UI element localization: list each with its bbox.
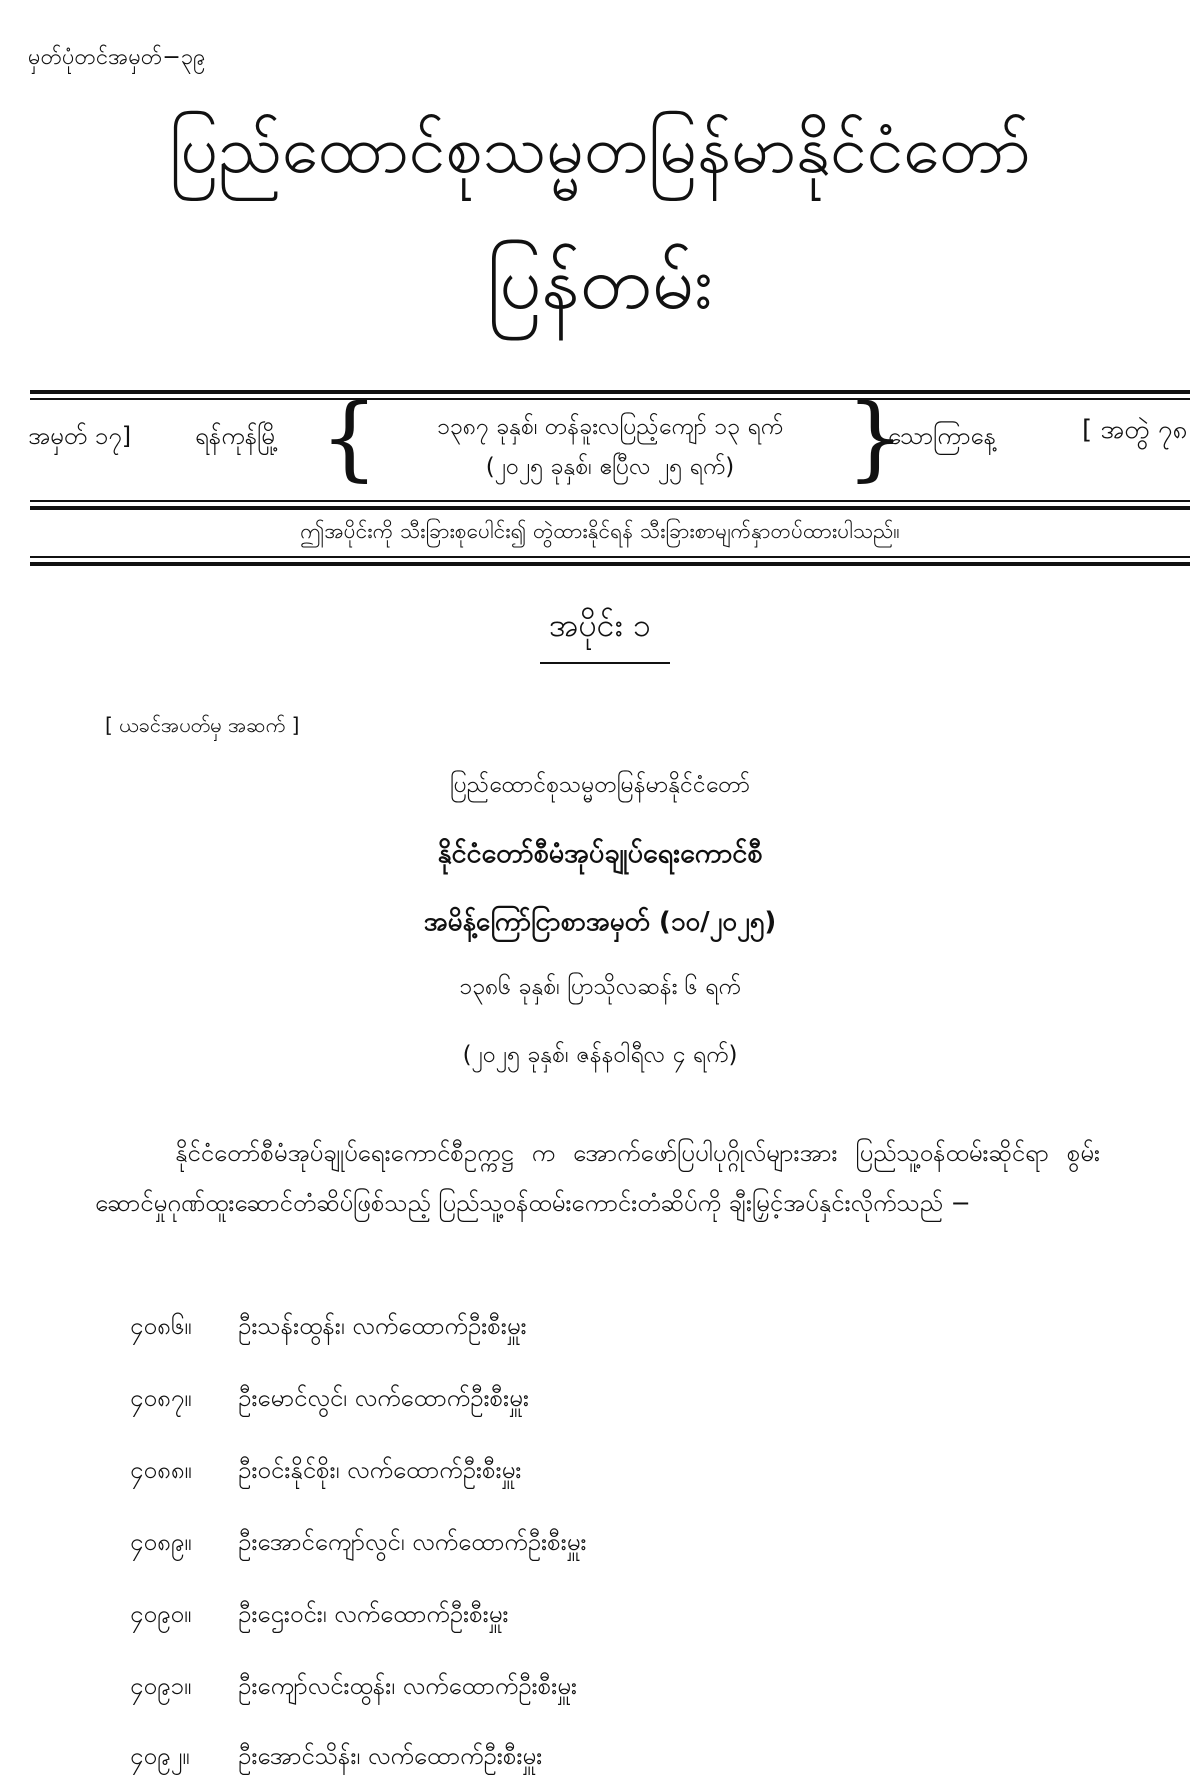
part-heading-underline (540, 662, 670, 664)
order-number: အမိန့်ကြော်ငြာစာအမှတ် (၁၀/၂၀၂၅) (423, 907, 777, 937)
order-council-heading: နိုင်ငံတော်စီမံအုပ်ချုပ်ရေးကောင်စီ (437, 838, 763, 869)
issue-number: အမှတ် ၁၇] (28, 422, 132, 450)
continued-note: [ ယခင်အပတ်မှ အဆက် ] (105, 713, 300, 737)
volume-number: [ အတွဲ ၇၈ (1082, 415, 1188, 445)
masthead-bottom-rule-thin (30, 500, 1190, 502)
weekday: သောကြာနေ့ (888, 422, 996, 450)
list-item (130, 1454, 521, 1490)
item-text: ဦးဌေးဝင်း၊ လက်ထောက်ဦးစီးမှူး (238, 1600, 509, 1628)
item-text: ဦးကျော်လင်းထွန်း၊ လက်ထောက်ဦးစီးမှူး (238, 1672, 578, 1700)
item-text: ဦးသန်းထွန်း၊ လက်ထောက်ဦးစီးမှူး (238, 1312, 527, 1340)
order-paragraph: နိုင်ငံတော်စီမံအုပ်ချုပ်ရေးကောင်စီဥက္ကဋ္ဌ က အောက်ဖော်ပြပါပုဂ္ဂိုလ်များအား ပြည်သူ့ဝန်ထမ်းဆိုင်ရာ စွမ်းဆောင်မှုဂုဏ်ထူးဆောင်တံဆိပ်ဖြစ်သည့် ပြည်သူ့ဝန်ထမ်းကောင်းတံဆိပ်ကို ချီးမြှင့်အပ်နှင်းလိုက်သည် − (95, 1139, 1100, 1217)
item-number: ၄၀၉၀။ (130, 1600, 192, 1628)
list-item (130, 1598, 509, 1634)
gazette-subtitle: ပြန်တမ်း (486, 240, 714, 326)
order-date-gregorian: (၂၀၂၅ ခုနှစ်၊ ဇန်နဝါရီလ ၄ ရက်) (462, 1042, 738, 1068)
item-text: ဦးဝင်းနိုင်စိုး၊ လက်ထောက်ဦးစီးမှူး (238, 1456, 522, 1484)
item-number: ၄၀၉၁။ (130, 1672, 192, 1700)
item-text: ဦးအောင်သိန်း၊ လက်ထောက်ဦးစီးမှူး (238, 1742, 543, 1770)
notice-rule-thin (30, 556, 1190, 558)
item-text: ဦးအောင်ကျော်လွင်၊ လက်ထောက်ဦးစီးမှူး (238, 1528, 587, 1556)
masthead-bottom-rule-thick (30, 506, 1190, 510)
list-item (130, 1382, 529, 1418)
left-brace: { (320, 384, 379, 491)
order-government-heading: ပြည်ထောင်စုသမ္မတမြန်မာနိုင်ငံတော် (449, 772, 751, 798)
gazette-title: ပြည်ထောင်စုသမ္မတမြန်မာနိုင်ငံတော် (169, 111, 1031, 188)
publication-city: ရန်ကုန်မြို့ (195, 422, 279, 450)
list-item (130, 1310, 527, 1346)
item-text: ဦးမောင်လွင်၊ လက်ထောက်ဦးစီးမှူး (238, 1384, 529, 1412)
list-item (130, 1526, 587, 1562)
separate-binding-notice: ဤအပိုင်းကို သီးခြားစုပေါင်း၍ တွဲထားနိုင်ရန် သီးခြားစာမျက်နှာတပ်ထားပါသည်။ (300, 519, 900, 543)
list-item (130, 1740, 542, 1776)
list-item (130, 1670, 577, 1706)
masthead-date-gregorian: (၂၀၂၅ ခုနှစ်၊ ဧပြီလ ၂၅ ရက်) (485, 454, 735, 480)
part-heading: အပိုင်း ၁ (549, 606, 651, 644)
masthead-top-rule-thin (30, 398, 1190, 400)
masthead-top-rule-thick (30, 390, 1190, 394)
masthead-date-myanmar: ၁၃၈၇ ခုနှစ်၊ တန်ခူးလပြည့်ကျော် ၁၃ ရက် (436, 414, 784, 440)
item-number: ၄၀၈၆။ (130, 1312, 192, 1340)
notice-rule-thick (30, 562, 1190, 566)
item-number: ၄၀၈၉။ (130, 1528, 192, 1556)
item-number: ၄၀၈၇။ (130, 1384, 192, 1412)
item-number: ၄၀၈၈။ (130, 1456, 192, 1484)
order-date-myanmar: ၁၃၈၆ ခုနှစ်၊ ပြာသိုလဆန်း ၆ ရက် (459, 974, 741, 1000)
registration-number: မှတ်ပုံတင်အမှတ်−၃၉ (28, 45, 206, 70)
right-brace: } (846, 384, 905, 491)
item-number: ၄၀၉၂။ (130, 1742, 190, 1770)
